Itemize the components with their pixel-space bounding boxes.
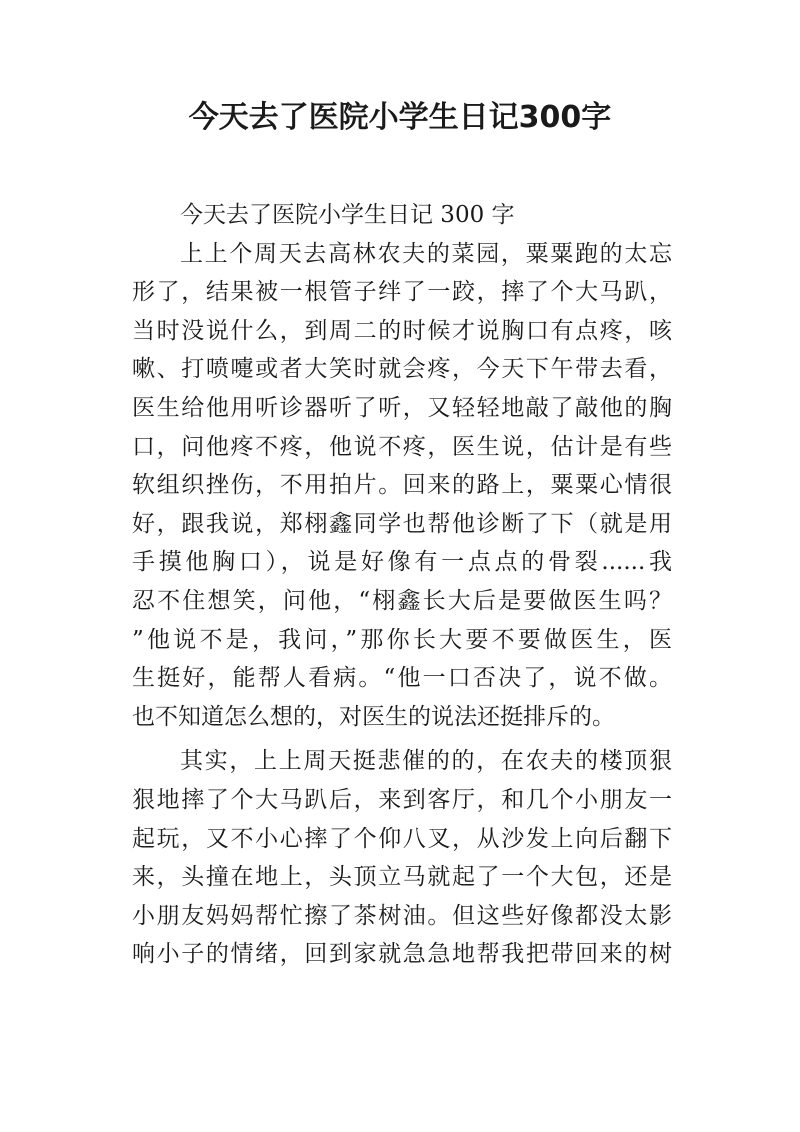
paragraph-line: 生挺好，能帮人看病。“他一口否决了，说不做。	[132, 665, 672, 692]
paragraph-line: 小朋友妈妈帮忙擦了茶树油。但这些好像都没太影	[132, 902, 672, 929]
paragraph-line: 忍不住想笑，问他，“栩鑫长大后是要做医生吗？	[132, 587, 672, 614]
paragraph-line: 起玩，又不小心摔了个仰八叉，从沙发上向后翻下	[132, 825, 672, 852]
paragraph-line: 也不知道怎么想的，对医生的说法还挺排斥的。	[132, 703, 615, 730]
paragraph-line: 好，跟我说，郑栩鑫同学也帮他诊断了下（就是用	[132, 510, 672, 537]
paragraph-line: 其实，上上周天挺悲催的的，在农夫的楼顶狠	[180, 748, 672, 775]
subtitle-line: 今天去了医院小学生日记 300 字	[180, 202, 515, 228]
paragraph-line: ”他说不是，我问，”那你长大要不要做医生，医	[132, 626, 672, 653]
paragraph-line: 医生给他用听诊器听了听，又轻轻地敲了敲他的胸	[132, 394, 672, 421]
paragraph-line: 上上个周天去高林农夫的菜园，粟粟跑的太忘	[180, 240, 672, 267]
paragraph-line: 来，头撞在地上，头顶立马就起了一个大包，还是	[132, 864, 672, 891]
paragraph-line: 嗽、打喷嚏或者大笑时就会疼，今天下午带去看，	[132, 356, 672, 383]
paragraph-line: 手摸他胸口），说是好像有一点点的骨裂......我	[132, 549, 672, 576]
paragraph-line: 口，问他疼不疼，他说不疼，医生说，估计是有些	[132, 433, 672, 460]
document-title: 今天去了医院小学生日记300字	[188, 100, 612, 135]
paragraph-line: 响小子的情绪，回到家就急急地帮我把带回来的树	[132, 941, 672, 968]
paragraph-line: 狠地摔了个大马趴后，来到客厅，和几个小朋友一	[132, 786, 672, 813]
paragraph-line: 当时没说什么，到周二的时候才说胸口有点疼，咳	[132, 317, 672, 344]
document-body	[132, 196, 672, 974]
paragraph-line: 软组织挫伤，不用拍片。回来的路上，粟粟心情很	[132, 472, 672, 499]
paragraph-line: 形了，结果被一根管子绊了一跤，摔了个大马趴，	[132, 279, 672, 306]
